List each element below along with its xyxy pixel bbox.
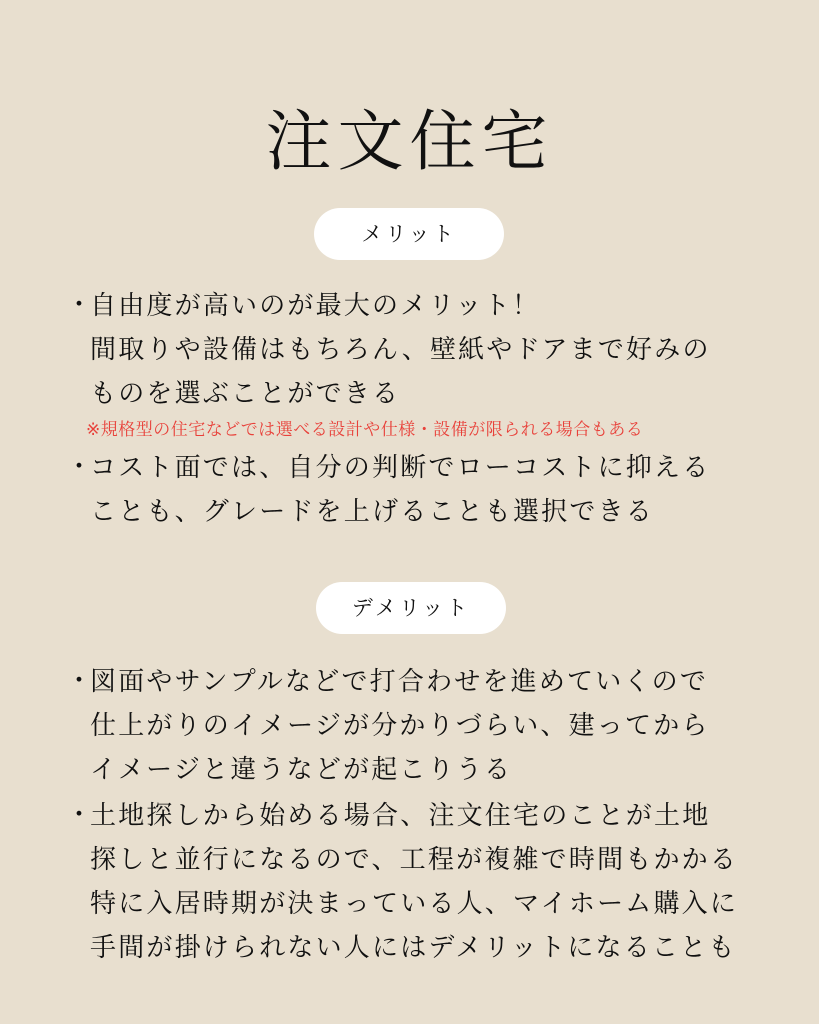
item-line: 自由度が高いのが最大のメリット！ [90, 291, 541, 321]
merit-label-pill: メリット [314, 208, 504, 260]
item-line: コスト面では、自分の判断でローコストに抑える [90, 453, 711, 483]
item-line: 間取りや設備はもちろん、壁紙やドアまで好みの [90, 335, 711, 365]
demerit-list [66, 660, 738, 970]
item-line: 手間が掛けられない人にはデメリットになることも [90, 933, 737, 963]
list-item [66, 446, 711, 534]
demerit-label-pill: デメリット [316, 582, 506, 634]
item-line: ものを選ぶことができる [90, 379, 401, 409]
item-line: 仕上がりのイメージが分かりづらい、建ってから [90, 711, 710, 741]
item-line: 図面やサンプルなどで打合わせを進めていくので [90, 667, 709, 697]
item-line: 土地探しから始める場合、注文住宅のことが土地 [90, 801, 711, 831]
bullet-icon: ・ [66, 666, 95, 696]
bullet-icon: ・ [66, 800, 95, 830]
item-line: 探しと並行になるので、工程が複雑で時間もかかる [90, 845, 739, 875]
item-line: イメージと違うなどが起こりうる [90, 755, 513, 785]
item-line: ことも、グレードを上げることも選択できる [90, 497, 655, 527]
page-title: 注文住宅 [265, 103, 554, 180]
item-line: 特に入居時期が決まっている人、マイホーム購入に [90, 889, 739, 919]
bullet-icon: ・ [66, 290, 95, 320]
note-text: ※規格型の住宅などでは選べる設計や仕様・設備が限られる場合もある [86, 420, 644, 440]
list-item [66, 794, 738, 970]
list-item [66, 284, 711, 444]
bullet-icon: ・ [66, 452, 95, 482]
list-item [66, 660, 738, 792]
merit-list [66, 284, 711, 534]
